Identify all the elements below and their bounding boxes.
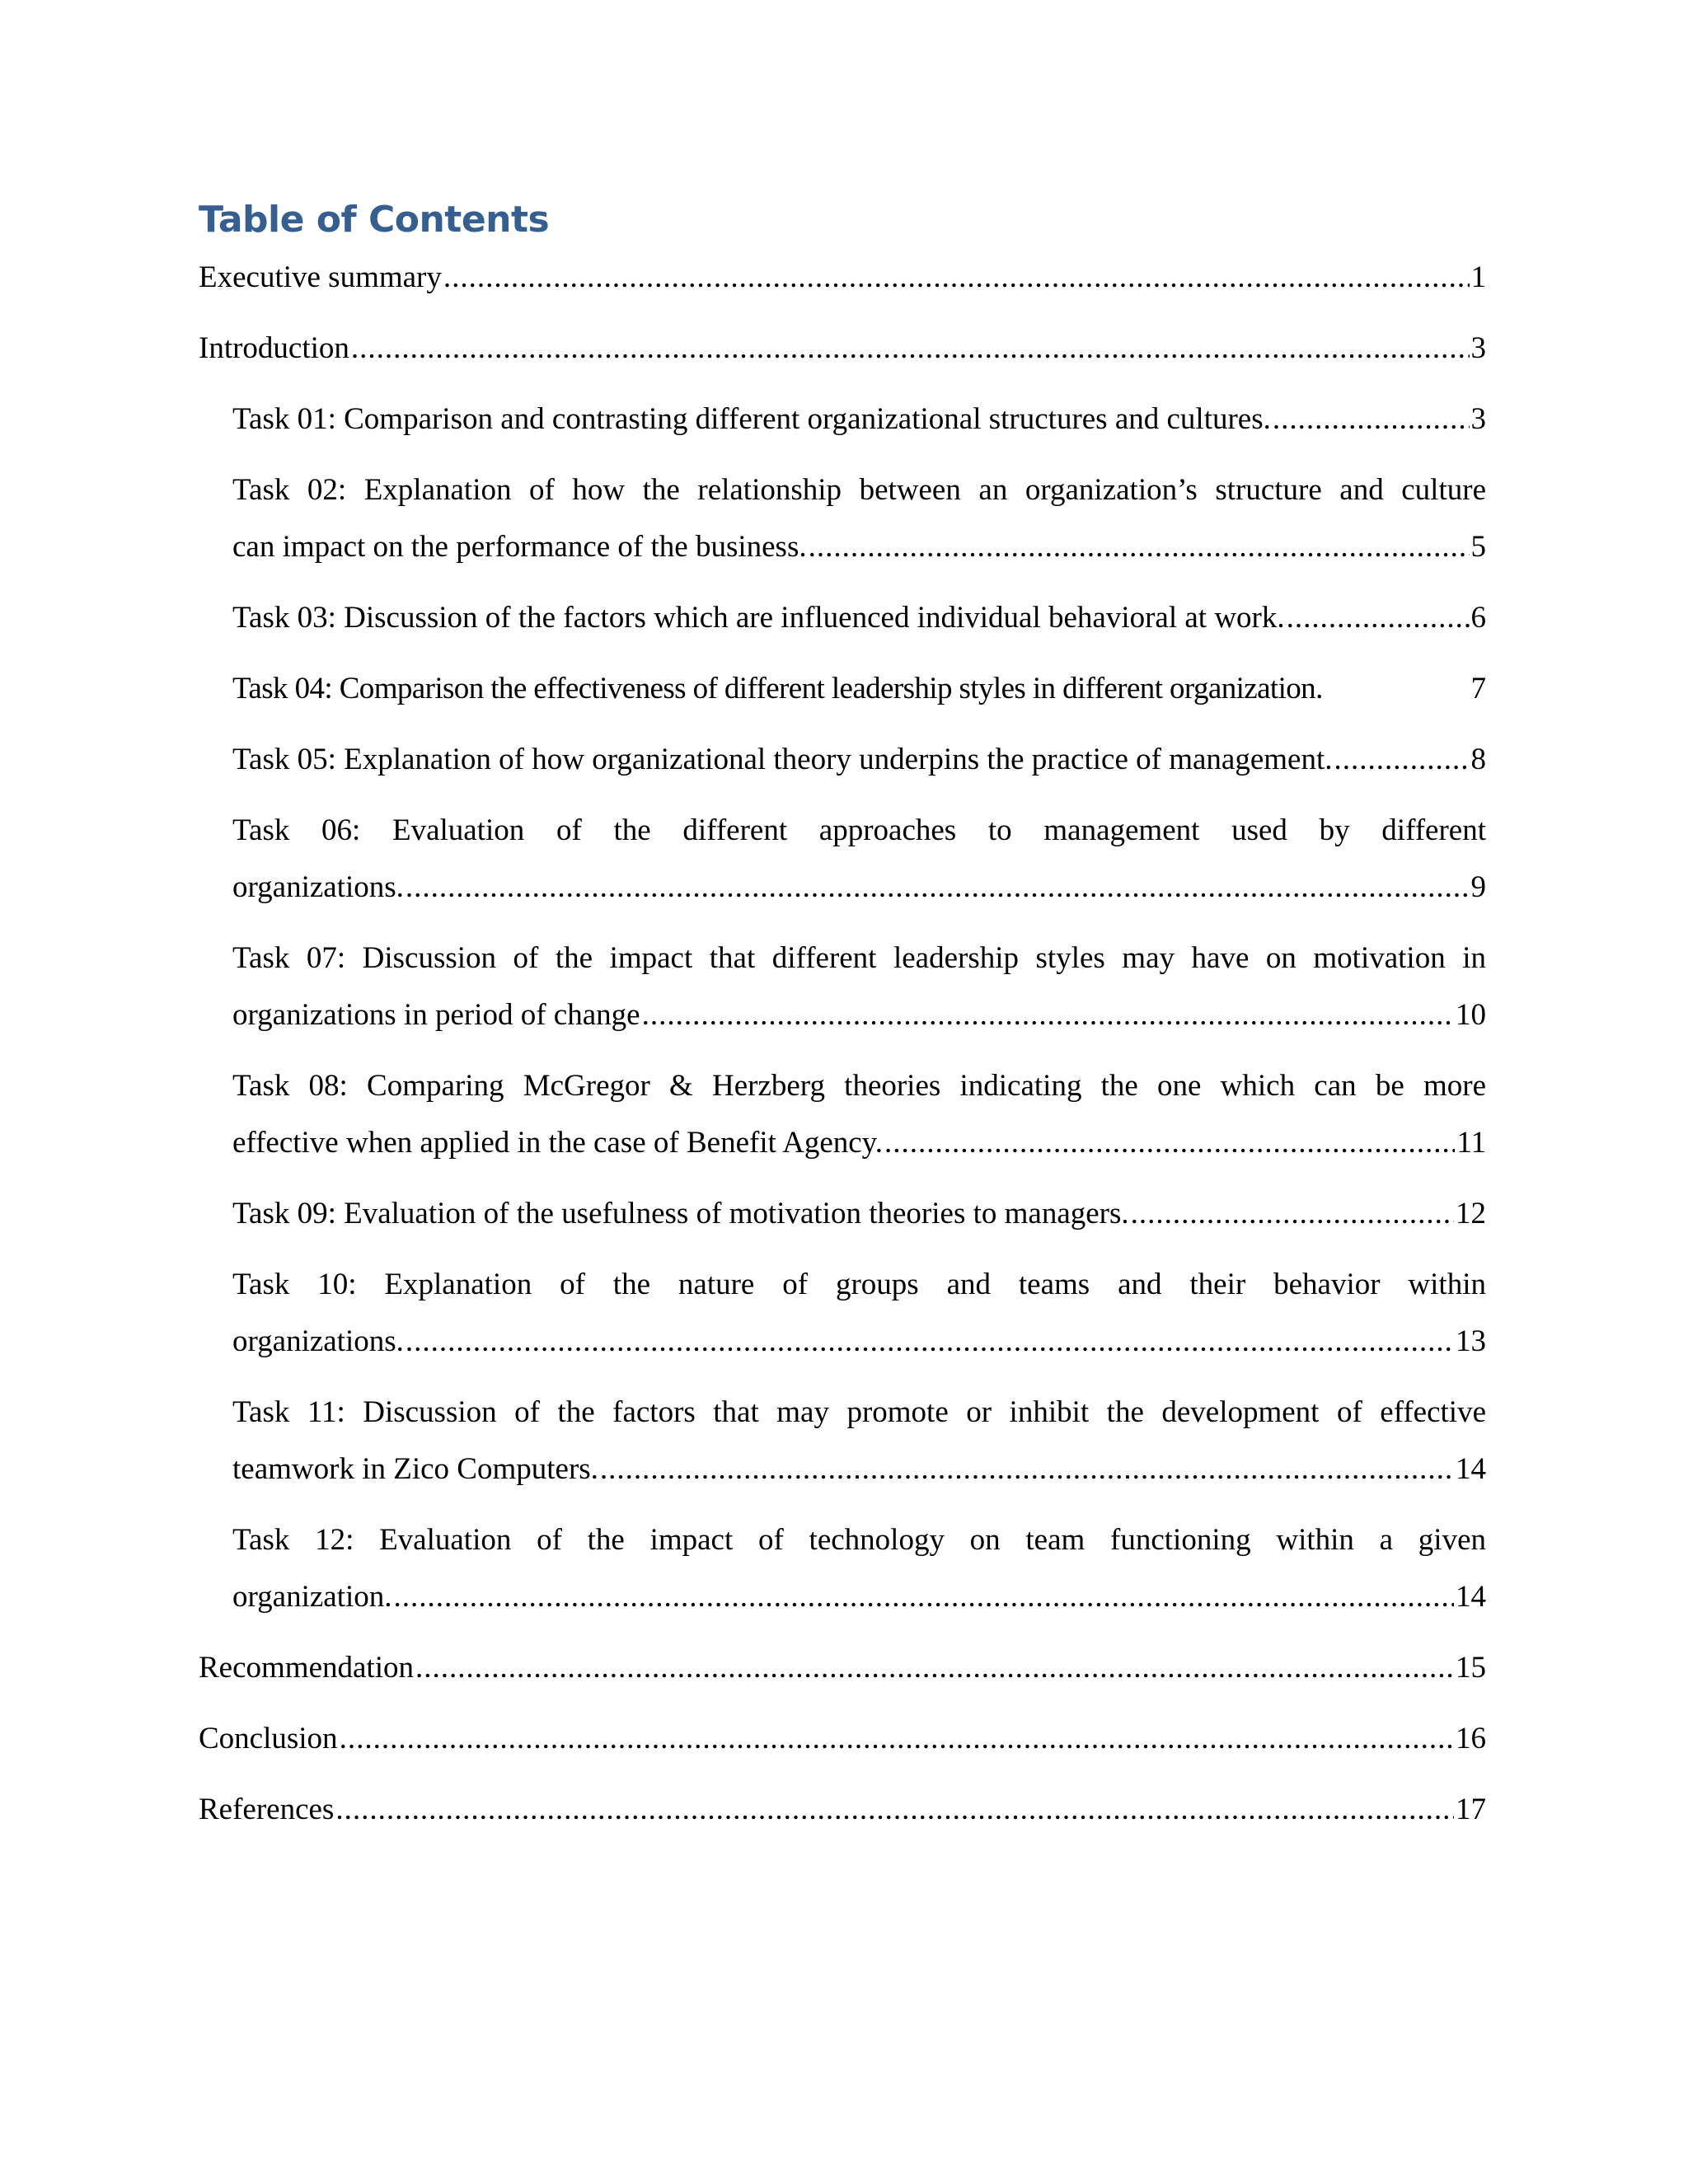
toc-entry-task-12[interactable]	[199, 1511, 1486, 1625]
toc-entry-page: 3	[1470, 402, 1486, 436]
toc-entry-page: 17	[1456, 1793, 1486, 1826]
toc-entry-references[interactable]	[199, 1781, 1486, 1838]
toc-entry-label-line-1: Task 02: Explanation of how the relationship between an organization’s structure and culture	[232, 473, 1486, 507]
toc-entry-label-line-2: effective when applied in the case of Benefit Agency.	[232, 1126, 884, 1160]
toc-entry-label: Introduction	[199, 331, 349, 365]
toc-entry-task-06[interactable]	[199, 802, 1486, 916]
toc-entry-page: 13	[1456, 1324, 1486, 1358]
dot-leader	[443, 249, 1470, 306]
toc-entry-page: 7	[1470, 672, 1486, 705]
dot-leader	[600, 1441, 1454, 1497]
toc-entry-page: 12	[1456, 1197, 1486, 1230]
table-of-contents	[199, 191, 1486, 1852]
dot-leader	[809, 518, 1470, 575]
dot-leader	[335, 1781, 1454, 1838]
toc-entry-label: Task 04: Comparison the effectiveness of different leadership styles in different organization.	[232, 672, 1323, 705]
toc-entry-page: 5	[1470, 530, 1486, 564]
toc-entry-page: 1	[1470, 260, 1486, 294]
toc-entry-task-04[interactable]	[199, 660, 1486, 717]
toc-entry-label-line-2: organizations.	[232, 1324, 404, 1358]
dot-leader	[642, 987, 1454, 1043]
toc-entry-task-05[interactable]	[199, 731, 1486, 788]
toc-entry-label: Executive summary	[199, 260, 442, 294]
toc-entry-page: 3	[1470, 331, 1486, 365]
toc-entry-page: 15	[1456, 1651, 1486, 1685]
toc-entries	[199, 249, 1486, 1838]
dot-leader	[406, 1313, 1454, 1370]
toc-entry-page: 14	[1456, 1580, 1486, 1614]
toc-entry-label-line-2: organizations.	[232, 870, 404, 904]
toc-entry-task-01[interactable]	[199, 391, 1486, 448]
dot-leader	[415, 1639, 1454, 1696]
toc-title: Table of Contents	[199, 199, 550, 241]
toc-entry-recommendation[interactable]	[199, 1639, 1486, 1696]
dot-leader	[340, 1710, 1454, 1767]
toc-entry-label: Task 05: Explanation of how organizational theory underpins the practice of management.	[232, 743, 1333, 776]
toc-entry-page: 14	[1456, 1452, 1486, 1486]
toc-entry-label: Task 09: Evaluation of the usefulness of motivation theories to managers.	[232, 1197, 1129, 1230]
toc-entry-label-line-1: Task 07: Discussion of the impact that different leadership styles may have on motivation in	[232, 941, 1486, 975]
toc-entry-label-line-2: teamwork in Zico Computers.	[232, 1452, 598, 1486]
toc-entry-executive-summary[interactable]	[199, 249, 1486, 306]
toc-entry-introduction[interactable]	[199, 320, 1486, 377]
toc-entry-page: 9	[1470, 870, 1486, 904]
toc-entry-page: 10	[1456, 998, 1486, 1032]
dot-leader	[406, 859, 1470, 916]
dot-leader	[1273, 391, 1470, 448]
dot-leader	[884, 1114, 1455, 1171]
toc-entry-page: 11	[1456, 1126, 1486, 1160]
toc-entry-label-line-2: organization.	[232, 1580, 392, 1614]
toc-entry-page: 16	[1456, 1722, 1486, 1755]
toc-entry-label-line-2: can impact on the performance of the business.	[232, 530, 807, 564]
toc-entry-label-line-2: organizations in period of change	[232, 998, 640, 1032]
dot-leader	[1334, 731, 1469, 788]
toc-entry-page: 6	[1470, 601, 1486, 635]
dot-leader	[394, 1568, 1454, 1625]
toc-entry-task-10[interactable]	[199, 1256, 1486, 1370]
toc-entry-label: Conclusion	[199, 1722, 338, 1755]
toc-entry-label-line-1: Task 06: Evaluation of the different approaches to management used by different	[232, 813, 1486, 847]
toc-entry-label-line-1: Task 08: Comparing McGregor & Herzberg theories indicating the one which can be more	[232, 1069, 1486, 1103]
toc-entry-page: 8	[1470, 743, 1486, 776]
toc-entry-label: Task 01: Comparison and contrasting different organizational structures and cultures.	[232, 402, 1271, 436]
toc-entry-label-line-1: Task 10: Explanation of the nature of groups and teams and their behavior within	[232, 1268, 1486, 1301]
toc-entry-task-09[interactable]	[199, 1185, 1486, 1242]
toc-entry-task-03[interactable]	[199, 589, 1486, 646]
toc-entry-label: Recommendation	[199, 1651, 414, 1685]
toc-entry-label: Task 03: Discussion of the factors which are influenced individual behavioral at work.	[232, 601, 1285, 635]
toc-entry-conclusion[interactable]	[199, 1710, 1486, 1767]
toc-entry-task-02[interactable]	[199, 462, 1486, 575]
dot-leader	[351, 320, 1470, 377]
toc-entry-label: References	[199, 1793, 335, 1826]
toc-entry-task-11[interactable]	[199, 1384, 1486, 1497]
toc-entry-label-line-1: Task 11: Discussion of the factors that may promote or inhibit the development of effective	[232, 1395, 1486, 1429]
toc-entry-task-07[interactable]	[199, 930, 1486, 1043]
dot-leader	[1131, 1185, 1454, 1242]
toc-entry-label-line-1: Task 12: Evaluation of the impact of technology on team functioning within a given	[232, 1523, 1486, 1557]
dot-leader	[1287, 589, 1470, 646]
toc-entry-task-08[interactable]	[199, 1057, 1486, 1171]
